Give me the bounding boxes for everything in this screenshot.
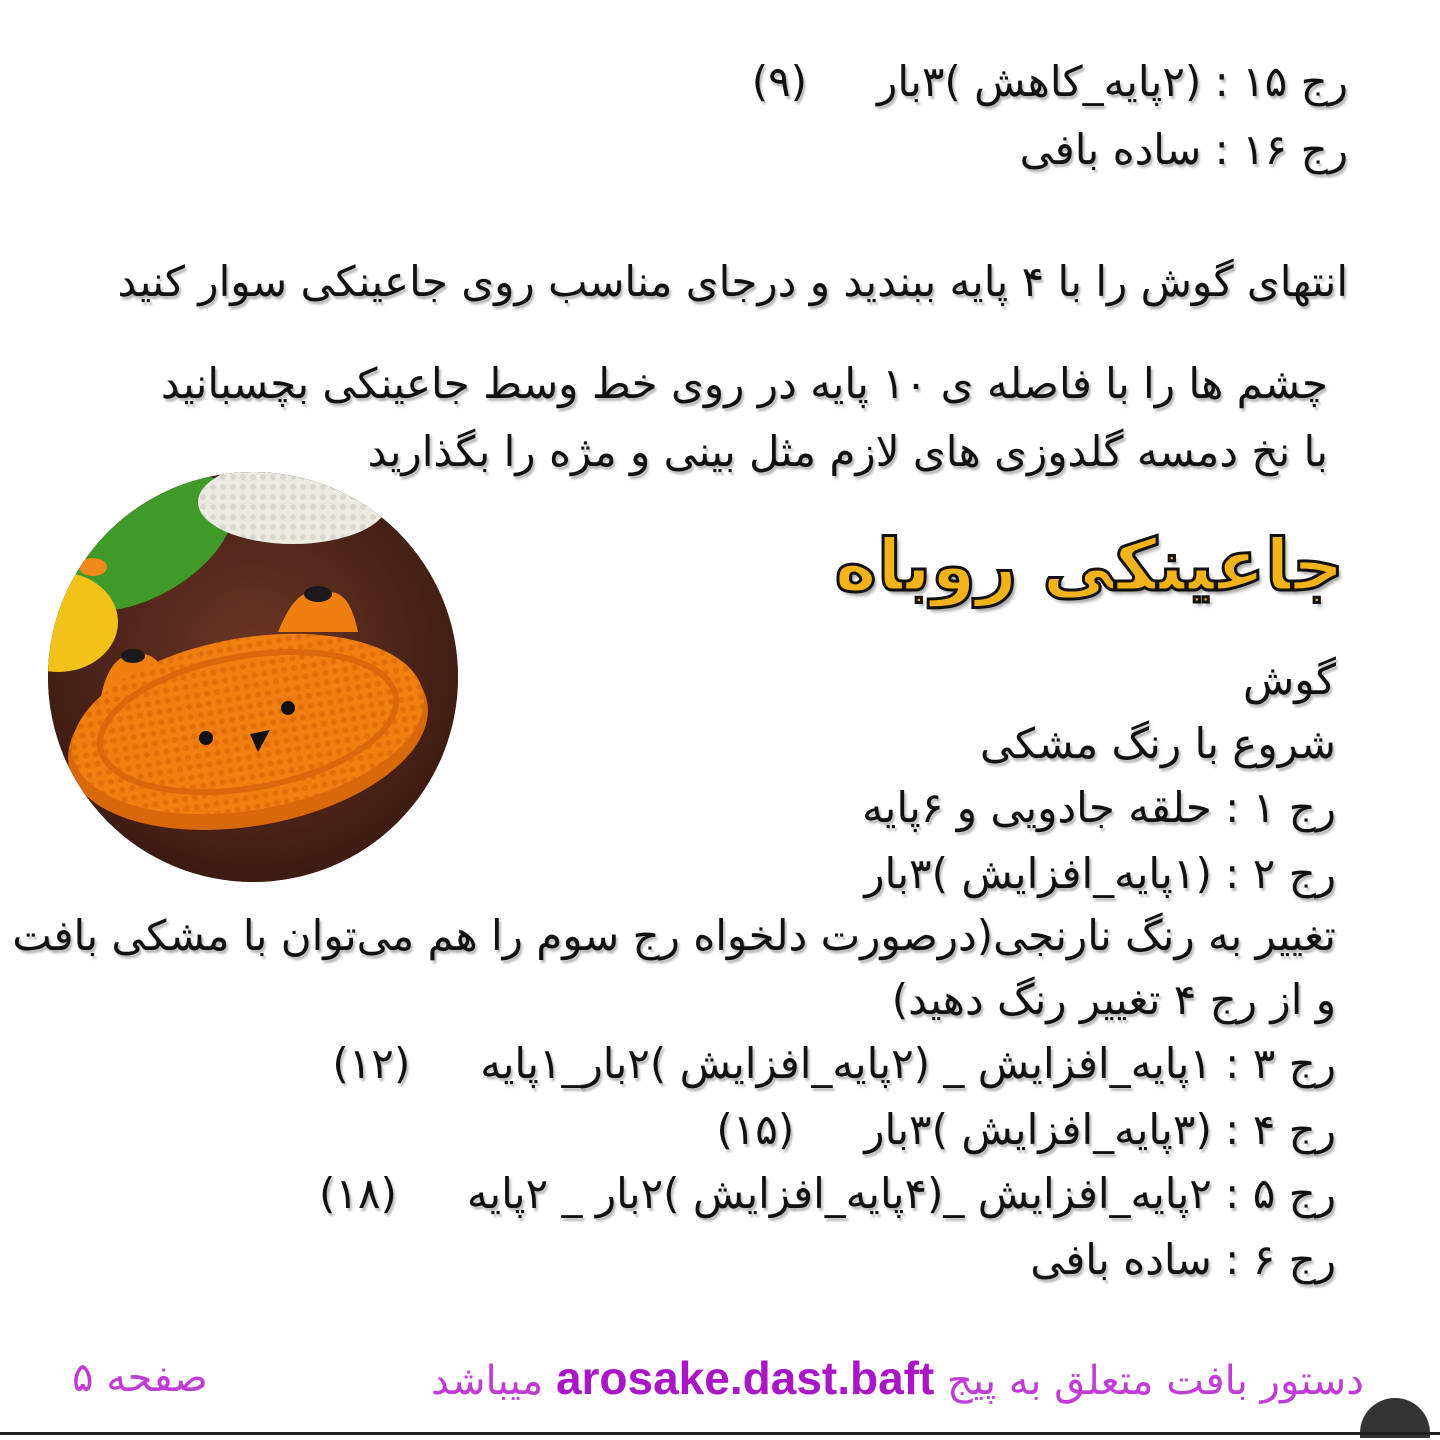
- row-15-count: (۹): [751, 57, 808, 106]
- row-5-text: رج ۵ : ۲پایه_افزایش _(۴پایه_افزایش )۲بار _ ۲پایه: [466, 1169, 1336, 1218]
- row-4-count: (۱۵): [716, 1105, 795, 1154]
- ear-subtitle: گوش: [1243, 655, 1336, 704]
- row-3: [332, 1036, 1336, 1092]
- row-4: [716, 1102, 1336, 1158]
- page-number: صفحه ۵: [72, 1355, 208, 1401]
- fox-glasses-case-photo: [48, 472, 458, 882]
- row-6: رج ۶ : ساده بافی: [1030, 1235, 1336, 1284]
- row-3-text: رج ۳ : ۱پایه_افزایش _ (۲پایه_افزایش )۲بار_۱پایه: [480, 1039, 1336, 1088]
- color-change-line-1: تغییر به رنگ نارنجی(درصورت دلخواه رج سوم را هم می‌توان با مشکی بافت: [12, 911, 1336, 960]
- bottom-divider: [0, 1432, 1440, 1435]
- row-1: رج ۱ : حلقه جادویی و ۶پایه: [862, 783, 1336, 832]
- row-5-count: (۱۸): [318, 1169, 397, 1218]
- section-title: جاعینکی روباه: [834, 523, 1344, 607]
- row-3-count: (۱۲): [332, 1039, 411, 1088]
- row-2: رج ۲ : (۱پایه_افزایش )۳بار: [864, 849, 1336, 898]
- row-5: [319, 1166, 1336, 1222]
- row-15: [752, 54, 1348, 110]
- instagram-handle: arosake.dast.baft: [555, 1352, 935, 1404]
- row-4-text: رج ۴ : (۳پایه_افزایش )۳بار: [864, 1105, 1336, 1154]
- color-change-line-2: و از رج ۴ تغییر رنگ دهید): [891, 975, 1336, 1024]
- fox-glasses-case-illustration: [48, 472, 458, 882]
- footer-credit: [431, 1350, 1364, 1409]
- footer-prefix: دستور بافت متعلق به پیج: [947, 1358, 1364, 1404]
- row-15-text: رج ۱۵ : (۲پایه_کاهش )۳بار: [877, 57, 1348, 106]
- eyes-instruction-line-1: چشم ها را با فاصله ی ۱۰ پایه در روی خط وسط جاعینکی بچسبانید: [160, 359, 1328, 408]
- row-16: رج ۱۶ : ساده بافی: [1019, 125, 1348, 174]
- ear-finish-instruction: انتهای گوش را با ۴ پایه ببندید و درجای مناسب روی جاعینکی سوار کنید: [117, 257, 1348, 306]
- start-color-note: شروع با رنگ مشکی: [980, 719, 1336, 768]
- footer-suffix: میباشد: [430, 1358, 544, 1404]
- eyes-instruction-line-2: با نخ دمسه گلدوزی های لازم مثل بینی و مژه را بگذارید: [367, 427, 1328, 476]
